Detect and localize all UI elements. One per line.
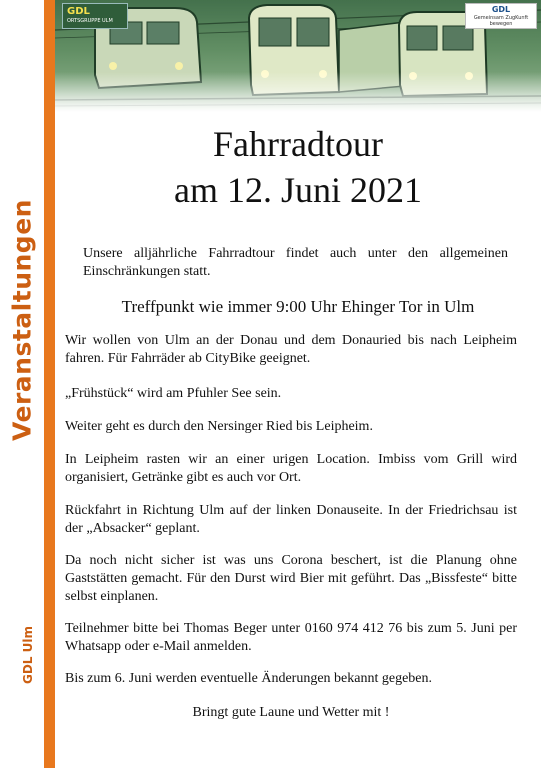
sidebar-org: GDL Ulm	[21, 626, 35, 684]
gdl-ortsgruppe-logo	[62, 3, 128, 29]
event-title	[55, 121, 541, 213]
orange-stripe	[44, 0, 55, 768]
paragraph-changes: Bis zum 6. Juni werden eventuelle Änderungen bekannt gegeben.	[65, 671, 433, 686]
paragraph-return: Rückfahrt in Richtung Ulm auf der linken Donauseite. In der Friedrichsau ist der „Absacker“ geplant.	[65, 503, 517, 536]
gdl-logo	[465, 3, 537, 29]
logo-mark: GDL	[491, 5, 511, 14]
logo-slogan: Gemeinsam ZugKunft bewegen	[473, 15, 529, 27]
paragraph-continue: Weiter geht es durch den Nersinger Ried bis Leipheim.	[65, 419, 373, 434]
logo-subtitle: ORTSGRUPPE ULM	[67, 18, 113, 24]
paragraph-route: Wir wollen von Ulm an der Donau und dem Donauried bis nach Leipheim fahren. Für Fahrräder ab CityBike geeignet.	[65, 333, 517, 366]
logo-mark: GDL	[67, 6, 90, 17]
paragraph-breakfast: „Frühstück“ wird am Pfuhler See sein.	[65, 386, 282, 401]
banner-fade	[55, 72, 541, 112]
paragraph-rest: In Leipheim rasten wir an einer urigen Location. Imbiss vom Grill wird organisiert, Getränke gibt es auch vor Ort.	[65, 452, 517, 485]
intro-text: Unsere alljährliche Fahrradtour findet auch unter den allgemeinen Einschränkungen statt.	[83, 246, 508, 279]
header-banner	[55, 0, 541, 112]
meeting-point: Treffpunkt wie immer 9:00 Uhr Ehinger Tor in Ulm	[121, 297, 475, 316]
sidebar-title: Veranstaltungen	[7, 199, 37, 441]
paragraph-corona: Da noch nicht sicher ist was uns Corona beschert, ist die Planung ohne Gaststätten gemacht. Für den Durst wird Bier mit geführt. Das „Bissfeste“ bitte selbst einplanen.	[65, 553, 517, 604]
closing-line: Bringt gute Laune und Wetter mit !	[192, 705, 390, 720]
paragraph-registration: Teilnehmer bitte bei Thomas Beger unter 0160 974 412 76 bis zum 5. Juni per Whatsapp oder e-Mail anmelden.	[65, 621, 517, 654]
title-line-1: Fahrradtour	[213, 124, 383, 164]
title-line-2: am 12. Juni 2021	[174, 170, 422, 210]
